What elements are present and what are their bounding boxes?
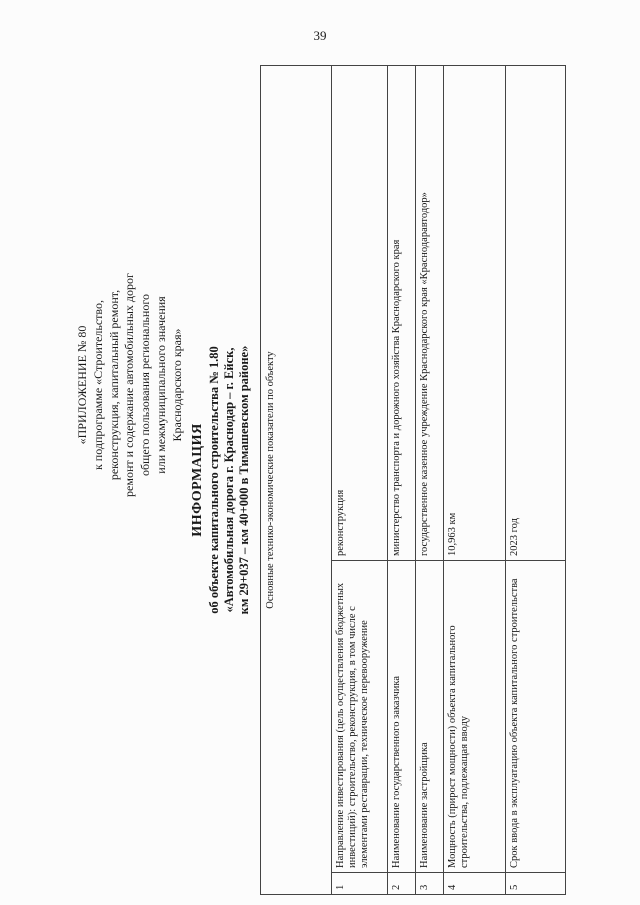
table-row [332, 66, 388, 895]
page-number: 39 [313, 28, 327, 43]
row-number: 2 [388, 873, 416, 895]
appendix-line: к подпрограмме «Строительство, [90, 299, 105, 471]
row-value: государственное казенное учреждение Краснодарского края «Краснодаравтодор» [416, 66, 444, 561]
appendix-line: реконструкция, капитальный ремонт, [106, 289, 121, 481]
appendix-line: «ПРИЛОЖЕНИЕ № 80 [75, 325, 89, 445]
row-value: реконструкция [332, 66, 388, 561]
document-title: ИНФОРМАЦИЯ [190, 423, 205, 537]
table-header-row [261, 66, 332, 895]
title-line: «Автомобильная дорога г. Краснодар – г. Ейск, [222, 347, 236, 613]
table-row [444, 66, 506, 895]
row-value: министерство транспорта и дорожного хозяйства Краснодарского края [388, 66, 416, 561]
row-value: 10,963 км [444, 66, 506, 561]
table-row [506, 66, 566, 895]
appendix-line: ремонт и содержание автомобильных дорог [122, 273, 137, 497]
table-row [388, 66, 416, 895]
row-value: 2023 год [506, 66, 566, 561]
appendix-line: общего пользования регионального [138, 294, 153, 476]
appendix-line: Краснодарского края» [169, 328, 184, 442]
row-number: 5 [506, 873, 566, 895]
title-line: об объекте капитального строительства № 1.80 [207, 346, 221, 614]
table-row [416, 66, 444, 895]
rotated-content [75, 65, 580, 895]
row-name: Мощность (прирост мощности) объекта капитального строительства, подлежащая вводу [444, 561, 506, 873]
info-table [260, 65, 566, 895]
row-name: Направление инвестирования (цель осуществления бюджетных инвестиций): строительство, реконструкция, в том числе с элементами реставрации, техническое перевооружение [332, 561, 388, 873]
title-line: км 29+037 – км 40+000 в Тимашевском районе» [237, 345, 251, 615]
row-name: Срок ввода в эксплуатацию объекта капитального строительства [506, 561, 566, 873]
row-name: Наименование застройщика [416, 561, 444, 873]
row-number: 1 [332, 873, 388, 895]
appendix-note [75, 235, 186, 535]
appendix-line: или межмуниципального значения [153, 296, 168, 474]
section-header: Основные технико-экономические показатели по объекту [261, 66, 332, 895]
row-name: Наименование государственного заказчика [388, 561, 416, 873]
row-number: 4 [444, 873, 506, 895]
title-block [190, 65, 252, 895]
row-number: 3 [416, 873, 444, 895]
